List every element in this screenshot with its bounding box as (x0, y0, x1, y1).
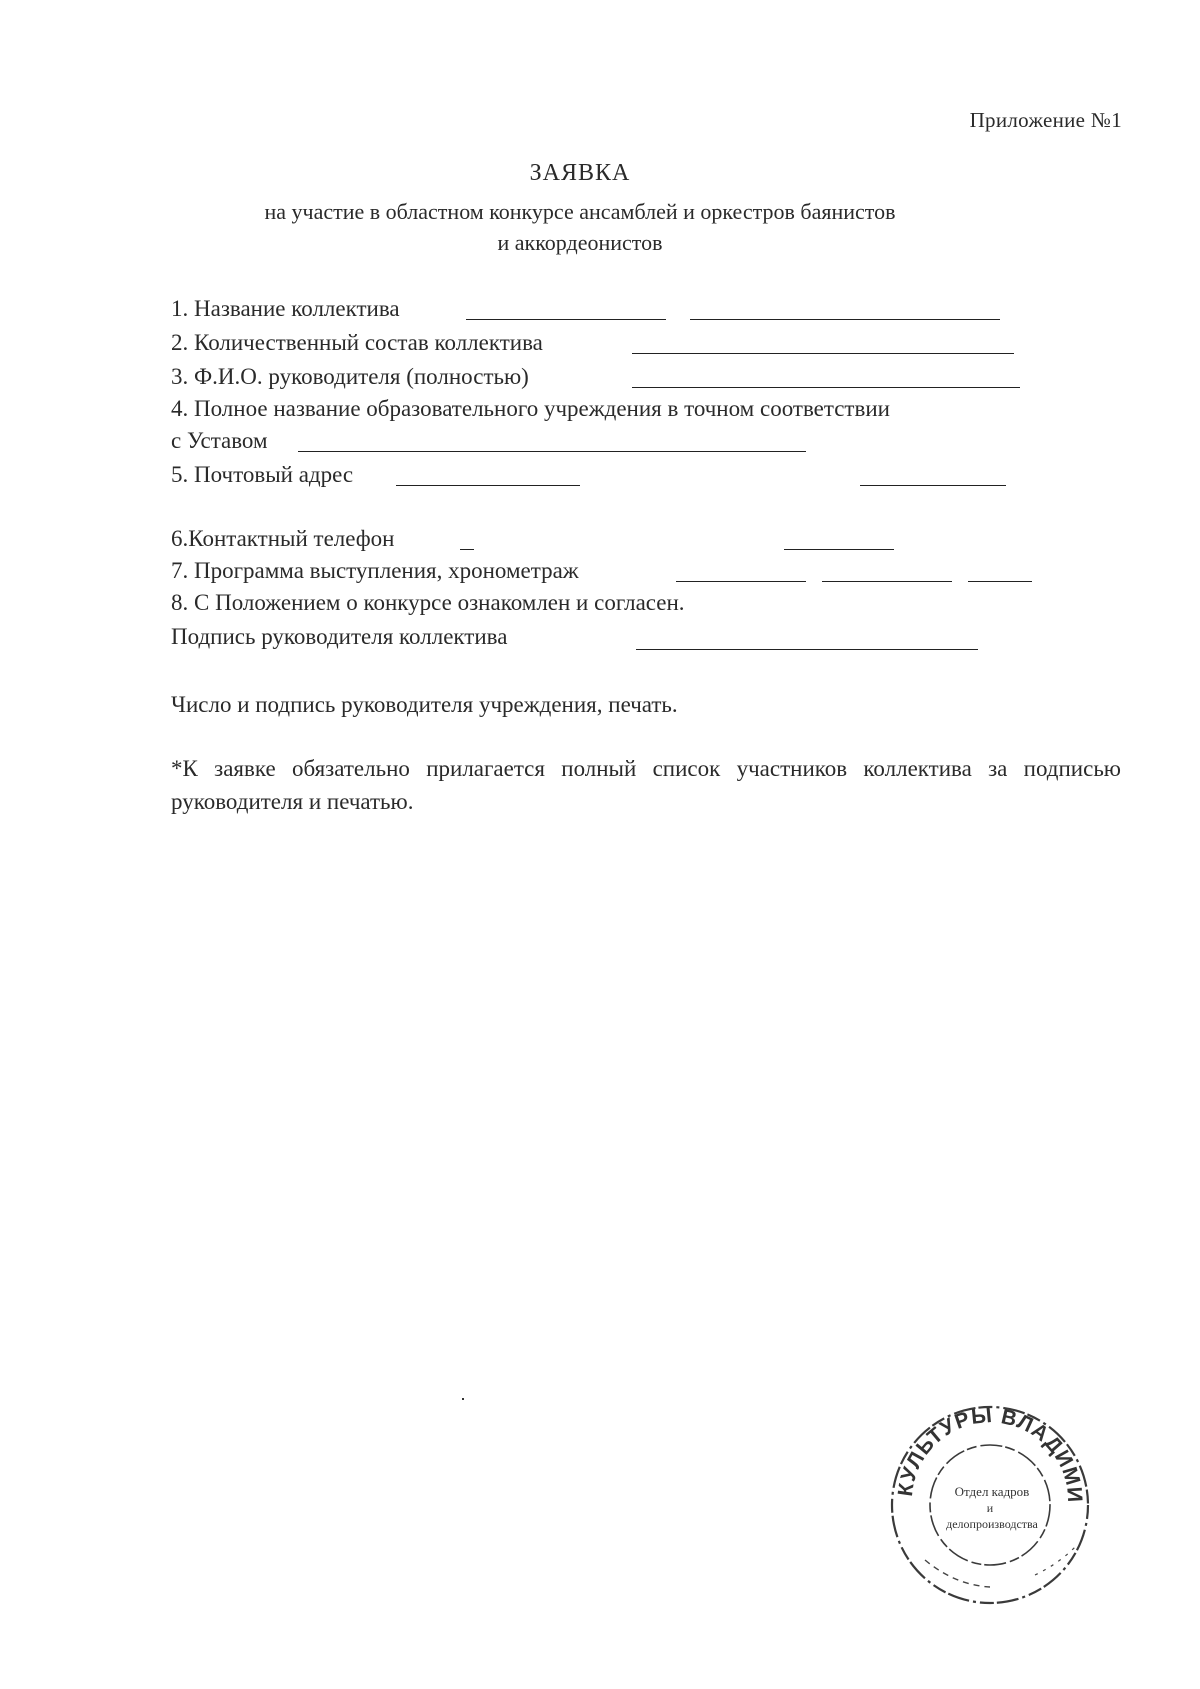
field-label: 8. С Положением о конкурсе ознакомлен и согласен. (171, 590, 685, 615)
field-agreement (171, 590, 685, 616)
field-label: 4. Полное название образовательного учреждения в точном соответствии (171, 396, 890, 421)
subtitle-line-1: на участие в областном конкурсе ансамблей и оркестров баянистов (264, 199, 896, 224)
fill-line (632, 352, 1014, 354)
date-signature-line: Число и подпись руководителя учреждения, печать. (171, 692, 678, 717)
field-label: 1. Название коллектива (171, 296, 400, 321)
fill-line (860, 484, 1006, 486)
fill-line (968, 580, 1032, 582)
fill-line (396, 484, 580, 486)
fill-line (784, 548, 894, 550)
field-collective-name (171, 296, 400, 322)
institution-stamp (885, 1395, 1095, 1605)
field-leader-signature (171, 624, 507, 650)
field-phone (171, 526, 394, 552)
fill-line (822, 580, 952, 582)
document-subtitle (180, 196, 980, 258)
appendix-label: Приложение №1 (969, 108, 1122, 132)
field-label: 5. Почтовый адрес (171, 462, 354, 487)
scan-speck (462, 1398, 464, 1400)
field-postal-address (171, 462, 353, 488)
stamp-center-line-3: делопроизводства (946, 1517, 1038, 1531)
field-label: 3. Ф.И.О. руководителя (полностью) (171, 364, 529, 389)
field-collective-size (171, 330, 543, 356)
fill-line (466, 318, 666, 320)
stamp-center-line-2: и (986, 1501, 994, 1515)
field-institution-name (171, 396, 890, 422)
field-charter (171, 428, 268, 454)
field-label: Подпись руководителя коллектива (171, 624, 508, 649)
attachment-note: *К заявке обязательно прилагается полный список участников коллектива за подписью руководителя и печатью. (171, 756, 1121, 814)
subtitle-line-2: и аккордеонистов (497, 230, 663, 255)
field-label: 2. Количественный состав коллектива (171, 330, 543, 355)
fill-line (298, 450, 806, 452)
fill-line (690, 318, 1000, 320)
fill-line (676, 580, 806, 582)
field-program (171, 558, 579, 584)
stamp-center-line-1: Отдел кадров (954, 1484, 1030, 1499)
fill-line (632, 386, 1020, 388)
stamp-ring-text: КУЛЬТУРЫ ВЛАДИМИ (893, 1403, 1087, 1504)
field-label: 6.Контактный телефон (171, 526, 395, 551)
fill-line (636, 648, 978, 650)
field-label: 7. Программа выступления, хронометраж (171, 558, 579, 583)
field-leader-name (171, 364, 529, 390)
fill-line (460, 548, 474, 550)
field-label: с Уставом (171, 428, 268, 453)
document-title: ЗАЯВКА (529, 160, 631, 186)
